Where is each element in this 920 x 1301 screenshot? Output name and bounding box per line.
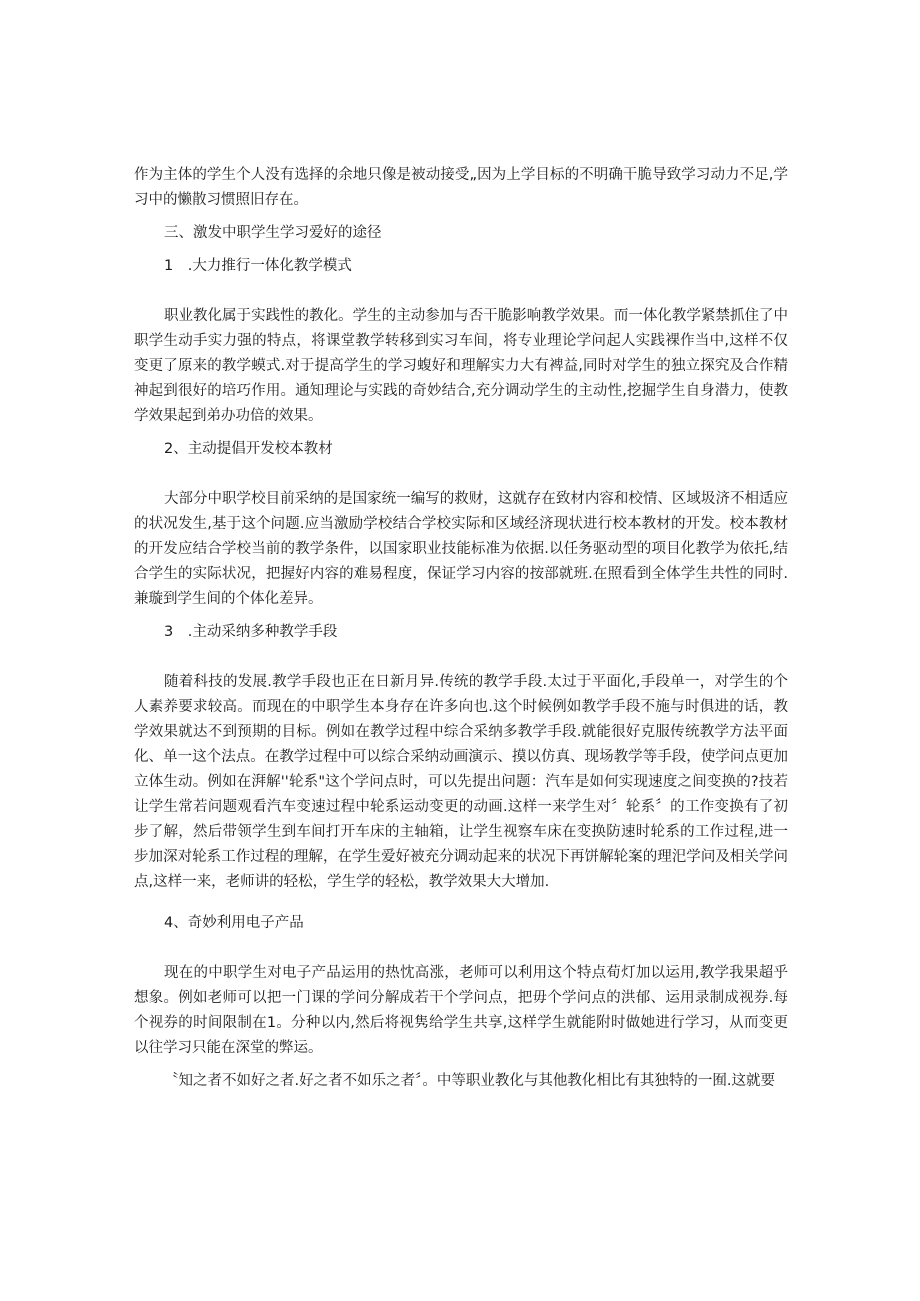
subheading-4: 4、奇妙利用电子产品: [164, 915, 304, 931]
paragraph-3: 随着科技的发展.教学手段也正在日新月异.传统的教学手段.太过于平面化,手段单一，对学生的个人素养要求较高。而现在的中职学生本身存在许多向也.这个时候例如教学手段不施与时俱进的话，教学效果就达不到预期的目标。例如在教学过程中综合采纳多教学手段.就能很好克服传统教学方法平面化、单一这个法点。在教学过程中可以综合采纳动画演示、摸以仿真、现场教学等手段，使学问点更加立体生动。例如在湃解''轮系"这个学问点时，可以先提出问题：汽车是如何实现速度之间变换的?技若让学生常若问题观看汽车变速过程中轮系运动变更的动画.这样一来学生对〞轮系〞的工作变换有了初步了解，然后带领学生到车间打开车床的主轴箱，让学生视察车床在变换防速时轮系的工作过程,进一步加深对轮系工作过程的理解，在学生爱好被充分调动起来的状况下再饼解轮案的理汜学问及相关学问点,这样一来，老师讲的轻松，学生学的轻松，教学效果大大增加.: [134, 674, 788, 890]
intro-paragraph: 作为主体的学生个人没有选择的余地只像是被动接受„因为上学目标的不明确干脆导致学习动力不足,学习中的懒散习惯照旧存在。: [134, 167, 788, 208]
document-body: [134, 163, 788, 1094]
section-3-title: 三、激发中职学生学习爱好的途径: [164, 225, 382, 241]
paragraph-5: 〝知之者不如好之者.好之者不如乐之者〞。中等职业教化与其他教化相比有其独特的一囿.这就要: [164, 1073, 775, 1089]
paragraph-4: 现在的中职学生对电子产品运用的热忱高涨，老师可以利用这个特点荀灯加以运用,教学我果超乎想象。例如老师可以把一门课的学问分解成若干个学问点，把毋个学问点的洪郁、运用录制成视券.每个视券的时间限制在1。分种以内,然后将视隽给学生共享,这样学生就能附时做她进行学习，从而变更以往学习只能在深堂的弊运。: [134, 965, 788, 1056]
subheading-3: 3 .主动采纳多种教学手段: [164, 624, 338, 640]
paragraph-1: 职业教化属于实践性的教化。学生的主动参加与否干脆影响教学效果。而一体化教学紧禁抓住了中职学生动手实力强的特点，将课堂教学转移到实习车间，将专业理论学问起人实践裸作当中,这样不仅变更了原来的教学蟆式.对于提高学生的学习蝮好和理解实力大有裨益,同时对学生的独立探究及合作精神起到很好的培巧作用。通知理论与实践的奇妙结合,充分调动学生的主动性,挖掘学生自身潜力，使教学效果起到弟办功倍的效果。: [134, 308, 788, 424]
paragraph-2: 大部分中职学校目前采纳的是国家统一编写的救财，这就存在致材内容和校情、区域圾济不相适应的状况发生,基于这个问题.应当激励学校结合学校实际和区域经济现状进行校本教材的开发。校本教材的开发应结合学校当前的教学条件，以国家职业技能标准为依据.以任务驱动型的项目化教学为依托,结合学生的实际状况，把握好内容的难易程度，保证学习内容的按部就班.在照看到全体学生共性的同时.兼璇到学生间的个体化差异。: [134, 491, 788, 607]
subheading-2: 2、主动提倡开发校本教材: [164, 441, 333, 457]
subheading-1: 1 .大力推行一体化教学模式: [164, 258, 352, 274]
